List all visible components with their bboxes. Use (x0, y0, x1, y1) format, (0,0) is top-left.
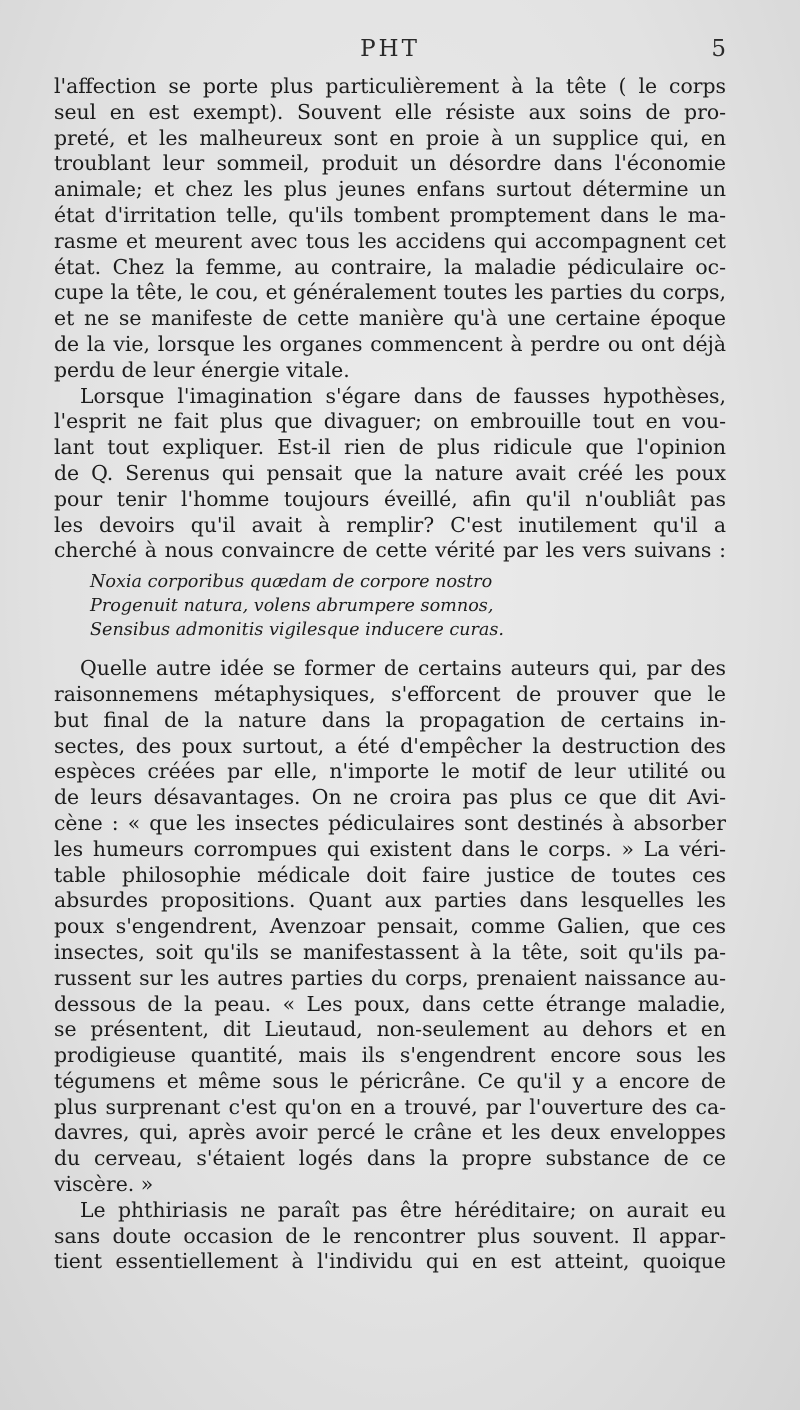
text-line: seul en est exempt). Souvent elle résiste aux soins de pro- (54, 99, 726, 124)
text-line: les devoirs qu'il avait à remplir? C'est inutilement qu'il a (54, 512, 726, 537)
body-text (54, 74, 726, 1275)
text-line: et ne se manifeste de cette manière qu'à une certaine époque (54, 306, 726, 331)
running-head (54, 36, 726, 74)
text-line: l'affection se porte plus particulièrement à la tête ( le corps (54, 74, 726, 98)
page-number: 5 (711, 36, 726, 62)
text-line: insectes, soit qu'ils se manifestassent à la tête, soit qu'ils pa- (54, 939, 726, 964)
text-line: raisonnemens métaphysiques, s'efforcent de prouver que le (54, 681, 726, 706)
text-line: cherché à nous convaincre de cette vérité par les vers suivans : (54, 538, 726, 563)
text-line: but final de la nature dans la propagation de certains in- (54, 707, 726, 732)
text-line: de la vie, lorsque les organes commencent à perdre ou ont déjà (54, 331, 726, 356)
text-line: les humeurs corrompues qui existent dans le corps. » La véri- (54, 836, 726, 861)
paragraph-2 (54, 384, 726, 565)
latin-verse (90, 570, 726, 642)
verse-line: Sensibus admonitis vigilesque inducere curas. (90, 620, 505, 641)
text-line: troublant leur sommeil, produit un désordre dans l'économie (54, 151, 726, 176)
text-line: sectes, des poux surtout, a été d'empêcher la destruction des (54, 733, 726, 758)
verse-line: Progenuit natura, volens abrumpere somnos, (90, 596, 494, 617)
text-line: prodigieuse quantité, mais ils s'engendrent encore sous les (54, 1043, 726, 1068)
text-line: pour tenir l'homme toujours éveillé, afin qu'il n'oubliât pas (54, 486, 726, 511)
text-line: Quelle autre idée se former de certains auteurs qui, par des (80, 656, 726, 681)
verse-line: Noxia corporibus quædam de corpore nostro (90, 572, 493, 593)
text-line: table philosophie médicale doit faire justice de toutes ces (54, 862, 726, 887)
text-line: davres, qui, après avoir percé le crâne et les deux enveloppes (54, 1120, 726, 1145)
text-line: cène : « que les insectes pédiculaires sont destinés à absorber (54, 810, 726, 835)
text-line: de leurs désavantages. On ne croira pas plus ce que dit Avi- (54, 785, 726, 810)
text-line: du cerveau, s'étaient logés dans la propre substance de ce (54, 1146, 726, 1171)
text-line: rasme et meurent avec tous les accidens qui accompagnent cet (54, 228, 726, 253)
text-line: état. Chez la femme, au contraire, la maladie pédiculaire oc- (54, 254, 726, 279)
paragraph-1 (54, 74, 726, 384)
text-line: Lorsque l'imagination s'égare dans de fausses hypothèses, (80, 383, 726, 408)
text-line: cupe la tête, le cou, et généralement toutes les parties du corps, (54, 280, 726, 305)
text-line: animale; et chez les plus jeunes enfans surtout détermine un (54, 177, 726, 202)
text-line: perdu de leur énergie vitale. (54, 357, 350, 382)
text-line: état d'irritation telle, qu'ils tombent promptement dans le ma- (54, 202, 726, 227)
text-line: tient essentiellement à l'individu qui en est atteint, quoique (54, 1249, 726, 1274)
text-line: absurdes propositions. Quant aux parties dans lesquelles les (54, 888, 726, 913)
text-line: l'esprit ne fait plus que divaguer; on embrouille tout en vou- (54, 409, 726, 434)
text-line: poux s'engendrent, Avenzoar pensait, comme Galien, que ces (54, 914, 726, 939)
text-line: preté, et les malheureux sont en proie à un supplice qui, en (54, 125, 726, 150)
text-line: viscère. » (54, 1172, 154, 1197)
text-line: se présentent, dit Lieutaud, non-seulement au dehors et en (54, 1017, 726, 1042)
text-line: lant tout expliquer. Est-il rien de plus ridicule que l'opinion (54, 435, 726, 460)
running-title: PHT (360, 36, 420, 62)
text-line: de Q. Serenus qui pensait que la nature avait créé les poux (54, 460, 726, 485)
text-line: plus surprenant c'est qu'on en a trouvé, par l'ouverture des ca- (54, 1094, 726, 1119)
paragraph-3 (54, 656, 726, 1198)
text-line: dessous de la peau. « Les poux, dans cette étrange maladie, (54, 991, 726, 1016)
text-line: sans doute occasion de le rencontrer plus souvent. Il appar- (54, 1223, 726, 1248)
text-line: russent sur les autres parties du corps, prenaient naissance au- (54, 965, 726, 990)
text-line: tégumens et même sous le péricrâne. Ce qu'il y a encore de (54, 1068, 726, 1093)
paragraph-4 (54, 1198, 726, 1275)
text-line: espèces créées par elle, n'importe le motif de leur utilité ou (54, 759, 726, 784)
text-line: Le phthiriasis ne paraît pas être héréditaire; on aurait eu (80, 1197, 726, 1222)
